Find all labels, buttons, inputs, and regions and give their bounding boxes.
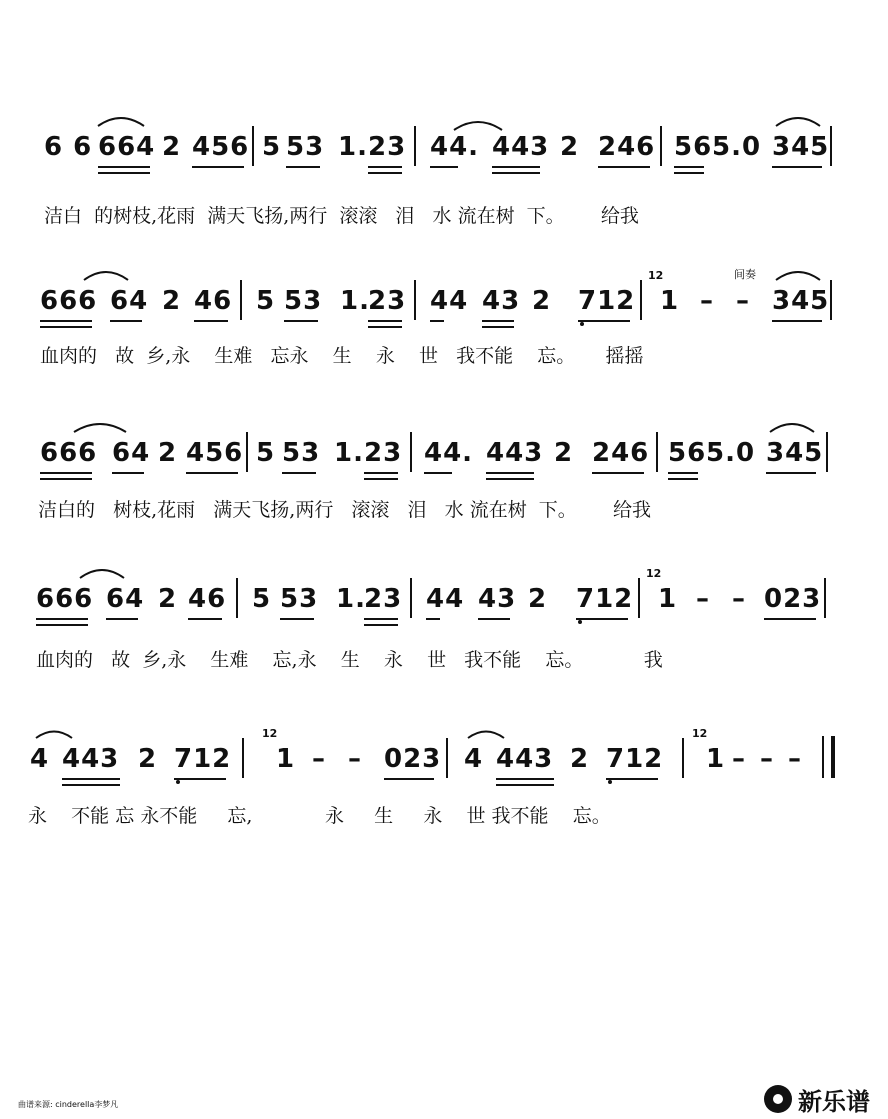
lyrics-line: 永 不能 忘 永不能 忘, 永 生 永 世 我不能 忘。	[28, 805, 611, 827]
underline	[98, 166, 150, 168]
underline	[496, 784, 554, 786]
barline	[414, 126, 416, 166]
note: –	[696, 584, 710, 614]
underline	[764, 618, 816, 620]
barline	[660, 126, 662, 166]
note: 53	[286, 132, 325, 162]
note: 64	[110, 286, 149, 316]
underline	[674, 172, 704, 174]
underline	[194, 320, 228, 322]
slur	[774, 268, 822, 282]
barline	[236, 578, 238, 618]
note: 53	[284, 286, 323, 316]
low-octave-dot	[608, 780, 612, 784]
note: 23	[364, 438, 403, 468]
slur	[34, 728, 74, 740]
note: 2	[570, 744, 590, 774]
underline	[364, 624, 398, 626]
underline	[492, 172, 540, 174]
low-octave-dot	[580, 322, 584, 326]
barline	[826, 432, 828, 472]
note: 46	[194, 286, 233, 316]
underline	[62, 784, 120, 786]
slur	[96, 114, 146, 128]
underline	[668, 478, 698, 480]
note: –	[732, 584, 746, 614]
underline	[486, 472, 534, 474]
note: 345	[772, 286, 830, 316]
note: 023	[764, 584, 822, 614]
note: 23	[368, 286, 407, 316]
note: 4	[464, 744, 484, 774]
note: 2	[532, 286, 552, 316]
note: 443	[62, 744, 120, 774]
underline	[186, 472, 238, 474]
note: 712	[174, 744, 232, 774]
grace-notes: 12	[646, 567, 662, 580]
note: –	[736, 286, 750, 316]
underline	[668, 472, 698, 474]
underline	[772, 166, 822, 168]
note: 246	[598, 132, 656, 162]
underline	[486, 478, 534, 480]
note: 5	[262, 132, 282, 162]
note: 44	[430, 286, 469, 316]
note: 1	[706, 744, 726, 774]
slur	[466, 728, 506, 740]
note: –	[732, 744, 746, 774]
grace-notes: 12	[648, 269, 664, 282]
note: 43	[478, 584, 517, 614]
underline	[40, 472, 92, 474]
underline	[772, 320, 822, 322]
barline	[638, 578, 640, 618]
underline	[492, 166, 540, 168]
underline	[280, 618, 314, 620]
note: 666	[36, 584, 94, 614]
note: 456	[186, 438, 244, 468]
underline	[36, 618, 88, 620]
low-octave-dot	[578, 620, 582, 624]
underline	[482, 326, 514, 328]
note: 56	[668, 438, 707, 468]
underline	[106, 618, 138, 620]
note: 5	[256, 286, 276, 316]
underline	[430, 320, 444, 322]
underline	[286, 166, 320, 168]
barline	[414, 280, 416, 320]
note: –	[760, 744, 774, 774]
note: 456	[192, 132, 250, 162]
underline	[368, 326, 402, 328]
note: 666	[40, 438, 98, 468]
underline	[364, 618, 398, 620]
note: 2	[138, 744, 158, 774]
record-icon	[764, 1085, 792, 1113]
note: 5	[252, 584, 272, 614]
site-logo	[764, 1082, 870, 1116]
note: –	[788, 744, 802, 774]
note: 023	[384, 744, 442, 774]
underline	[284, 320, 318, 322]
note: 53	[280, 584, 319, 614]
slur	[78, 566, 126, 580]
barline	[246, 432, 248, 472]
source-credit: 曲谱来源: cinderella李梦凡	[18, 1100, 119, 1109]
note: –	[348, 744, 362, 774]
note: 2	[554, 438, 574, 468]
note: 6 6	[44, 132, 93, 162]
note: 46	[188, 584, 227, 614]
underline	[496, 778, 554, 780]
note: 2	[528, 584, 548, 614]
note: 5.0	[706, 438, 756, 468]
underline	[674, 166, 704, 168]
underline	[368, 172, 402, 174]
note: 2	[162, 286, 182, 316]
underline	[40, 326, 92, 328]
note: 1.	[336, 584, 366, 614]
note: 64	[106, 584, 145, 614]
underline	[598, 166, 650, 168]
note: 664	[98, 132, 156, 162]
barline	[824, 578, 826, 618]
note: 443	[486, 438, 544, 468]
underline	[578, 320, 630, 322]
note: 443	[492, 132, 550, 162]
underline	[482, 320, 514, 322]
note: 443	[496, 744, 554, 774]
slur	[774, 114, 822, 128]
lyrics-line: 洁白 的树枝,花雨 满天飞扬,两行 滚滚 泪 水 流在树 下。 给我	[44, 205, 639, 227]
note: 1.	[334, 438, 364, 468]
final-barline	[822, 736, 835, 778]
note: 246	[592, 438, 650, 468]
underline	[384, 778, 434, 780]
note: –	[700, 286, 714, 316]
underline	[62, 778, 120, 780]
underline	[36, 624, 88, 626]
note: 712	[578, 286, 636, 316]
underline	[364, 478, 398, 480]
lyrics-line: 血肉的 故 乡,永 生难 忘,永 生 永 世 我不能 忘。 我	[36, 649, 663, 671]
barline	[242, 738, 244, 778]
underline	[98, 172, 150, 174]
low-octave-dot	[176, 780, 180, 784]
underline	[766, 472, 816, 474]
slur	[82, 268, 130, 282]
note: 1	[276, 744, 296, 774]
note: 2	[158, 438, 178, 468]
note: 345	[766, 438, 824, 468]
lyrics-line: 洁白的 树枝,花雨 满天飞扬,两行 滚滚 泪 水 流在树 下。 给我	[38, 499, 652, 521]
underline	[424, 472, 452, 474]
underline	[282, 472, 316, 474]
note: 64	[112, 438, 151, 468]
lyrics-line: 血肉的 故 乡,永 生难 忘永 生 永 世 我不能 忘。 摇摇	[40, 345, 644, 367]
barline	[240, 280, 242, 320]
barline	[640, 280, 642, 320]
underline	[606, 778, 658, 780]
note: 1	[660, 286, 680, 316]
note: 23	[368, 132, 407, 162]
barline	[252, 126, 254, 166]
note: –	[312, 744, 326, 774]
barline	[410, 432, 412, 472]
note: 44.	[424, 438, 474, 468]
underline	[368, 320, 402, 322]
note: 345	[772, 132, 830, 162]
slur	[768, 420, 816, 434]
grace-notes: 12	[692, 727, 708, 740]
barline	[682, 738, 684, 778]
note: 5.0	[712, 132, 762, 162]
note: 712	[576, 584, 634, 614]
logo-text: 新乐谱	[798, 1087, 870, 1116]
note: 2	[560, 132, 580, 162]
underline	[364, 472, 398, 474]
note: 1.	[340, 286, 370, 316]
note: 1.	[338, 132, 368, 162]
slur	[72, 420, 128, 434]
underline	[40, 478, 92, 480]
underline	[368, 166, 402, 168]
barline	[410, 578, 412, 618]
note: 2	[162, 132, 182, 162]
underline	[40, 320, 92, 322]
underline	[112, 472, 144, 474]
barline	[830, 126, 832, 166]
note: 1	[658, 584, 678, 614]
underline	[592, 472, 644, 474]
underline	[110, 320, 142, 322]
underline	[188, 618, 222, 620]
note: 23	[364, 584, 403, 614]
note: 44	[426, 584, 465, 614]
underline	[576, 618, 628, 620]
note: 666	[40, 286, 98, 316]
note: 4	[30, 744, 50, 774]
underline	[192, 166, 244, 168]
note: 44.	[430, 132, 480, 162]
underline	[478, 618, 510, 620]
note: 2	[158, 584, 178, 614]
interlude-label: 间奏	[734, 268, 756, 281]
note: 43	[482, 286, 521, 316]
grace-notes: 12	[262, 727, 278, 740]
note: 53	[282, 438, 321, 468]
barline	[656, 432, 658, 472]
underline	[430, 166, 458, 168]
barline	[830, 280, 832, 320]
underline	[174, 778, 226, 780]
note: 712	[606, 744, 664, 774]
note: 5	[256, 438, 276, 468]
underline	[426, 618, 440, 620]
note: 56	[674, 132, 713, 162]
barline	[446, 738, 448, 778]
